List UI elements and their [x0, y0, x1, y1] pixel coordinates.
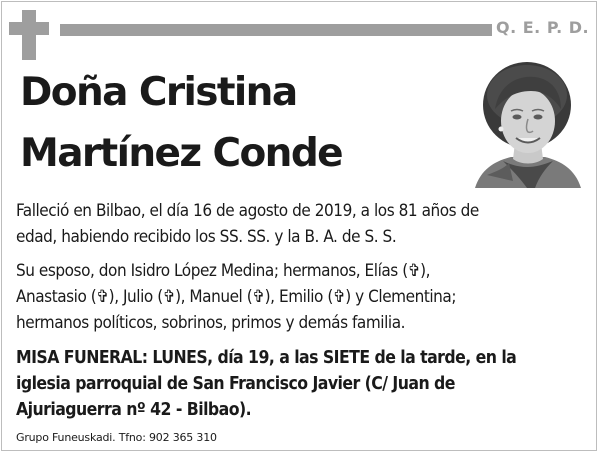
footer-contact: Grupo Funeuskadi. Tfno: 902 365 310: [16, 431, 217, 444]
paragraph3-line: iglesia parroquial de San Francisco Javier (C/ Juan de: [16, 374, 455, 394]
paragraph1-line: Falleció en Bilbao, el día 16 de agosto de 2019, a los 81 años de: [16, 201, 479, 221]
paragraph2-line: hermanos políticos, sobrinos, primos y demás familia.: [16, 313, 406, 333]
paragraph1-line: edad, habiendo recibido los SS. SS. y la B. A. de S. S.: [16, 227, 397, 247]
paragraph2-line: Anastasio (✞), Julio (✞), Manuel (✞), Emilio (✞) y Clementina;: [16, 287, 457, 307]
paragraph3-line: MISA FUNERAL: LUNES, día 19, a las SIETE de la tarde, en la: [16, 348, 517, 368]
funeral-mass-paragraph: [16, 345, 588, 423]
deceased-portrait: [473, 59, 582, 188]
family-paragraph: [16, 258, 588, 336]
death-announcement-paragraph: [16, 198, 588, 250]
deceased-name-line1: Doña Cristina: [20, 70, 297, 115]
paragraph3-line: Ajuriaguerra nº 42 - Bilbao).: [16, 400, 252, 420]
qepd-label: Q. E. P. D.: [496, 18, 590, 37]
header-rule: [60, 24, 492, 36]
deceased-name-line2: Martínez Conde: [20, 131, 343, 176]
paragraph2-line: Su esposo, don Isidro López Medina; hermanos, Elías (✞),: [16, 261, 431, 281]
